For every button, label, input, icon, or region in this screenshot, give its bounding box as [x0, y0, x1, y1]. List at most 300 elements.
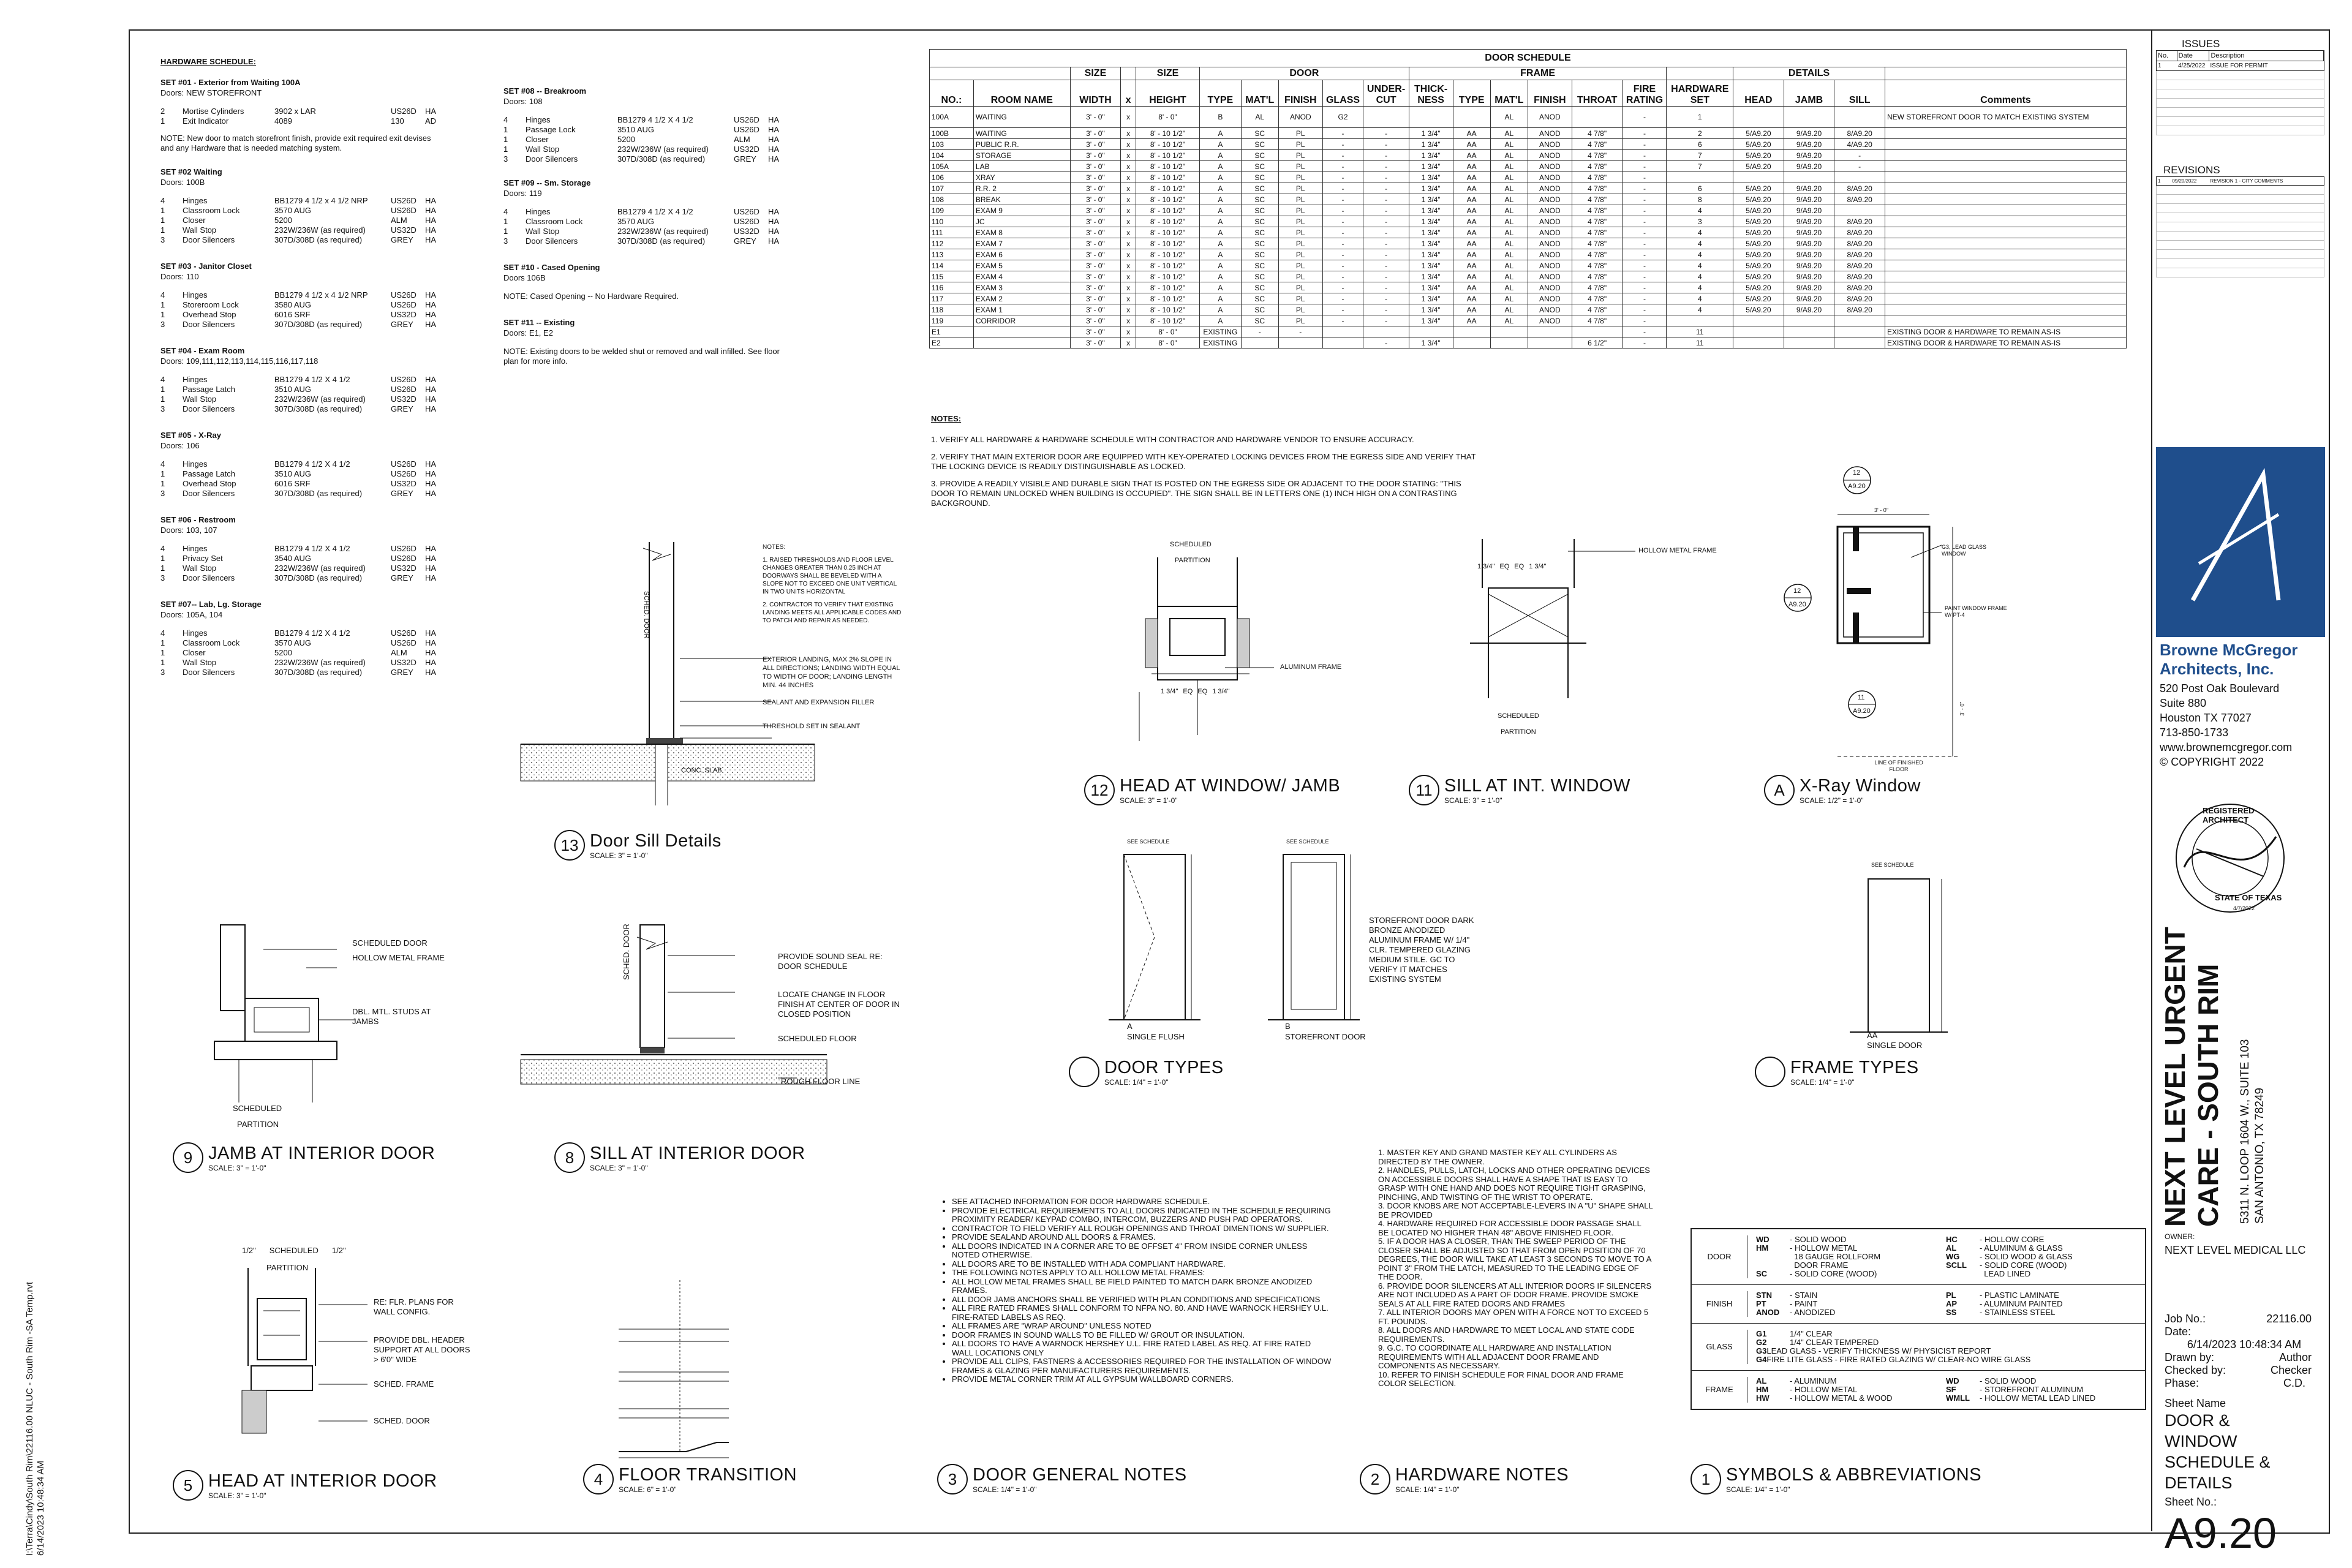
schedule-cell: -	[1363, 128, 1409, 139]
schedule-cell: 1 3/4"	[1409, 271, 1453, 282]
scheduled-label: SCHEDULED	[1170, 541, 1212, 548]
schedule-cell: x	[1121, 326, 1136, 337]
detail-12-scale: SCALE: 3" = 1'-0"	[1120, 796, 1178, 805]
symbol-code: HW	[1756, 1393, 1770, 1403]
schedule-cell: 1 3/4"	[1409, 205, 1453, 216]
hardware-item-finish: US26D	[391, 196, 417, 205]
schedule-cell	[1278, 337, 1322, 349]
revisions-empty-row	[2156, 213, 2324, 222]
hardware-item-qty: 3	[160, 404, 165, 413]
symbols-left	[1747, 1377, 1946, 1403]
schedule-header: HEIGHT	[1136, 80, 1199, 107]
general-note-item: • PROVIDE SEALAND AROUND ALL DOORS & FRAMES.	[952, 1233, 1332, 1242]
schedule-cell: A	[1200, 315, 1242, 326]
schedule-cell: 3' - 0"	[1070, 304, 1121, 315]
hardware-item-name: Door Silencers	[183, 320, 235, 329]
schedule-cell: 8/A9.20	[1834, 128, 1885, 139]
symbol-entry	[1756, 1338, 1946, 1347]
hardware-set	[160, 345, 491, 414]
schedule-cell: -	[1363, 161, 1409, 172]
symbol-entry	[1756, 1235, 1946, 1244]
schedule-cell: AL	[1490, 282, 1528, 293]
schedule-cell: 4 7/8"	[1572, 249, 1623, 260]
schedule-header: MAT'L	[1241, 80, 1278, 107]
sheet-name-label: Sheet Name	[2165, 1397, 2226, 1409]
schedule-cell: AA	[1453, 282, 1490, 293]
hardware-item-finish: US26D	[391, 554, 417, 563]
dim-row: 1 3/4" EQ EQ 1 3/4"	[1477, 563, 1547, 570]
hardware-item	[160, 375, 491, 385]
hardware-item-mfr: HA	[425, 196, 437, 205]
hardware-set-doors: Doors: 103, 107	[160, 526, 217, 535]
hardware-item	[160, 107, 491, 116]
schedule-cell	[1572, 107, 1623, 128]
schedule-cell: 1 3/4"	[1409, 315, 1453, 326]
symbol-entry	[1756, 1291, 1946, 1300]
schedule-cell: 3' - 0"	[1070, 271, 1121, 282]
schedule-cell: EXISTING	[1200, 326, 1242, 337]
hardware-item-mfr: HA	[425, 404, 437, 413]
detail-8-scale: SCALE: 3" = 1'-0"	[590, 1163, 648, 1172]
issues-cell: ISSUE FOR PERMIT	[2210, 62, 2268, 69]
schedule-cell: SC	[1241, 227, 1278, 238]
symbol-desc: LEAD LINED	[1980, 1269, 2031, 1278]
schedule-header: HEAD	[1733, 80, 1784, 107]
hardware-set-doors: Doors 106B	[503, 273, 546, 282]
schedule-cell: BREAK	[973, 194, 1070, 205]
detail-4-title: FLOOR TRANSITION	[619, 1464, 797, 1485]
schedule-cell: A	[1200, 260, 1242, 271]
schedule-cell: 4	[1667, 293, 1733, 304]
hardware-item-mfr: HA	[425, 375, 437, 384]
symbols-right	[1946, 1377, 2142, 1403]
schedule-cell: -	[1278, 326, 1322, 337]
detail-8-caption	[554, 1142, 805, 1173]
symbol-code: AL	[1756, 1376, 1767, 1385]
schedule-cell: 4 7/8"	[1572, 183, 1623, 194]
sched-door-label: SCHED. DOOR	[622, 924, 631, 980]
detail-2-scale: SCALE: 1/4" = 1'-0"	[1395, 1485, 1460, 1494]
schedule-header: Comments	[1885, 80, 2126, 107]
hardware-item	[160, 196, 491, 206]
symbols-row	[1692, 1284, 2145, 1323]
schedule-cell: 1 3/4"	[1409, 249, 1453, 260]
schedule-cell: PL	[1278, 238, 1322, 249]
schedule-cell	[1834, 326, 1885, 337]
schedule-cell: AA	[1453, 194, 1490, 205]
symbol-code: G3	[1756, 1346, 1767, 1355]
schedule-cell: EXAM 4	[973, 271, 1070, 282]
schedule-cell	[1528, 337, 1572, 349]
schedule-cell: 3' - 0"	[1070, 128, 1121, 139]
checked-row	[2165, 1364, 2324, 1377]
sheet-name-line: SCHEDULE &	[2165, 1453, 2271, 1471]
schedule-row	[930, 150, 2127, 161]
general-note-item: • THE FOLLOWING NOTES APPLY TO ALL HOLLOW METAL FRAMES:	[952, 1268, 1332, 1278]
hardware-item-finish: ALM	[391, 216, 407, 225]
schedule-cell	[1885, 282, 2126, 293]
schedule-cell: ANOD	[1528, 238, 1572, 249]
symbol-desc: 18 GAUGE ROLLFORM	[1790, 1252, 1881, 1261]
hardware-item	[160, 658, 491, 668]
detail-8-sill-interior	[521, 925, 913, 1182]
hardware-item-product: 307D/308D (as required)	[617, 154, 706, 164]
symbol-code: G4	[1756, 1355, 1767, 1364]
hardware-item-mfr: HA	[768, 125, 780, 134]
schedule-cell: -	[1363, 271, 1409, 282]
schedule-cell: STORAGE	[973, 150, 1070, 161]
schedule-cell: XRAY	[973, 172, 1070, 183]
symbol-code: HM	[1756, 1385, 1769, 1394]
schedule-cell: 9/A9.20	[1784, 150, 1834, 161]
hardware-item-mfr: HA	[425, 668, 437, 677]
bubble-bottom-num: 11	[1858, 694, 1865, 701]
schedule-cell: 1	[1667, 107, 1733, 128]
revisions-cell: 1	[2158, 178, 2161, 184]
revisions-cell: 09/20/2022	[2172, 178, 2197, 184]
schedule-cell: 3' - 0"	[1070, 315, 1121, 326]
hardware-item-qty: 1	[160, 648, 165, 657]
schedule-cell	[1667, 315, 1733, 326]
hardware-item-mfr: HA	[768, 154, 780, 164]
schedule-cell: 3' - 0"	[1070, 172, 1121, 183]
hardware-item-name: Hinges	[526, 115, 551, 124]
schedule-cell: 117	[930, 293, 974, 304]
schedule-cell: PL	[1278, 304, 1322, 315]
hardware-item	[503, 154, 834, 164]
schedule-cell: 8' - 10 1/2"	[1136, 315, 1199, 326]
issues-title: ISSUES	[2182, 38, 2220, 50]
schedule-cell	[1322, 337, 1363, 349]
general-notes	[931, 414, 1482, 516]
schedule-cell: PL	[1278, 205, 1322, 216]
lead-glass-label: G3, LEAD GLASS WINDOW	[1942, 544, 1987, 557]
date-value: 6/14/2023 10:48:34 AM	[2187, 1338, 2302, 1351]
hardware-item-finish: US26D	[391, 375, 417, 384]
schedule-cell: AL	[1490, 139, 1528, 150]
revisions-empty-row	[2156, 186, 2324, 195]
hardware-item-product: 3902 x LAR	[274, 107, 316, 116]
schedule-cell: 4	[1667, 249, 1733, 260]
project-name-line-2: CARE - SOUTH RIM	[2192, 963, 2224, 1227]
schedule-cell: AA	[1453, 293, 1490, 304]
hardware-set-doors: Doors: 105A, 104	[160, 610, 223, 619]
schedule-cell: AL	[1490, 293, 1528, 304]
symbol-desc: - HOLLOW CORE	[1980, 1235, 2045, 1244]
schedule-cell: 8' - 10 1/2"	[1136, 172, 1199, 183]
schedule-header: SILL	[1834, 80, 1885, 107]
schedule-cell: x	[1121, 205, 1136, 216]
schedule-group: FRAME	[1409, 67, 1667, 80]
detail-4-scale: SCALE: 6" = 1'-0"	[619, 1485, 677, 1494]
hardware-item-name: Closer	[183, 216, 206, 225]
schedule-cell	[1490, 326, 1528, 337]
schedule-cell: x	[1121, 216, 1136, 227]
hardware-notes-list	[1360, 1148, 1654, 1389]
schedule-cell: AL	[1490, 238, 1528, 249]
schedule-cell: AL	[1490, 172, 1528, 183]
schedule-cell: x	[1121, 238, 1136, 249]
schedule-cell: ANOD	[1528, 183, 1572, 194]
schedule-cell: 8/A9.20	[1834, 227, 1885, 238]
schedule-cell: AA	[1453, 205, 1490, 216]
hardware-item-name: Classroom Lock	[526, 217, 583, 226]
schedule-cell: AL	[1490, 304, 1528, 315]
schedule-cell: x	[1121, 282, 1136, 293]
schedule-cell: ANOD	[1528, 139, 1572, 150]
schedule-cell: 3' - 0"	[1070, 194, 1121, 205]
revisions-empty-row	[2156, 241, 2324, 250]
hardware-item-qty: 1	[503, 217, 508, 226]
schedule-cell: SC	[1241, 172, 1278, 183]
schedule-cell: 1 3/4"	[1409, 260, 1453, 271]
hardware-item	[503, 227, 834, 236]
door-sill-note: NOTES:	[763, 544, 786, 551]
hardware-item-product: 307D/308D (as required)	[274, 320, 363, 329]
hardware-item-name: Overhead Stop	[183, 479, 236, 488]
symbol-code: PL	[1946, 1291, 1956, 1300]
detail-a-bubble: A	[1764, 775, 1795, 805]
schedule-cell: -	[1322, 183, 1363, 194]
door-sill-notes	[763, 543, 903, 630]
schedule-cell: -	[1322, 205, 1363, 216]
hardware-item-product: 3510 AUG	[274, 385, 311, 394]
threshold-label: THRESHOLD SET IN SEALANT	[763, 723, 861, 730]
schedule-cell: -	[1363, 227, 1409, 238]
hardware-item-finish: US26D	[391, 638, 417, 647]
schedule-cell: 9/A9.20	[1784, 216, 1834, 227]
hardware-item-qty: 1	[160, 385, 165, 394]
schedule-cell: -	[1623, 216, 1667, 227]
schedule-cell: 4 7/8"	[1572, 238, 1623, 249]
schedule-row	[930, 216, 2127, 227]
schedule-cell	[1885, 260, 2126, 271]
schedule-cell: 8/A9.20	[1834, 194, 1885, 205]
hardware-set-doors: Doors: 106	[160, 441, 200, 450]
schedule-cell: -	[1623, 271, 1667, 282]
schedule-cell: -	[1241, 326, 1278, 337]
phase-label: Phase:	[2165, 1377, 2199, 1389]
hollow-metal-frame-label: HOLLOW METAL FRAME	[1638, 547, 1717, 554]
general-note-item: • ALL DOOR JAMB ANCHORS SHALL BE VERIFIED WITH PLAN CONDITIONS AND SPECIFICATIONS	[952, 1295, 1332, 1305]
detail-12-caption	[1084, 775, 1340, 805]
issues-empty-row	[2156, 99, 2324, 108]
schedule-cell: 9/A9.20	[1784, 293, 1834, 304]
hardware-item-finish: US32D	[391, 394, 417, 404]
schedule-cell: -	[1363, 238, 1409, 249]
width-dim: 3' - 0"	[1874, 507, 1888, 513]
schedule-cell: AA	[1453, 260, 1490, 271]
schedule-cell: 112	[930, 238, 974, 249]
schedule-cell: ANOD	[1528, 150, 1572, 161]
schedule-cell: AL	[1241, 107, 1278, 128]
symbol-desc: - PLASTIC LAMINATE	[1980, 1291, 2059, 1300]
schedule-cell: SC	[1241, 205, 1278, 216]
hardware-item-name: Wall Stop	[526, 145, 560, 154]
symbol-code: STN	[1756, 1291, 1772, 1300]
address-line: © COPYRIGHT 2022	[2160, 756, 2264, 768]
detail-5-title: HEAD AT INTERIOR DOOR	[208, 1471, 437, 1491]
bubble-bottom-ref: A9.20	[1853, 707, 1871, 715]
schedule-cell: 1 3/4"	[1409, 337, 1453, 349]
detail-11-title: SILL AT INT. WINDOW	[1444, 775, 1630, 796]
detail-4-bubble: 4	[583, 1464, 614, 1494]
detail-9-bubble: 9	[173, 1142, 203, 1173]
symbol-entry	[1946, 1300, 2142, 1308]
sheet-number: A9.20	[2165, 1509, 2277, 1557]
issues-empty-row	[2156, 108, 2324, 117]
hardware-item-qty: 3	[160, 235, 165, 244]
hardware-note-item: 4. HARDWARE REQUIRED FOR ACCESSIBLE DOOR PASSAGE SHALL BE LOCATED NO HIGHER THAN 48" ABOVE FINISHED FLOOR.	[1378, 1219, 1642, 1237]
schedule-cell: 3' - 0"	[1070, 216, 1121, 227]
schedule-header: x	[1121, 80, 1136, 107]
schedule-cell: EXAM 1	[973, 304, 1070, 315]
hardware-item-qty: 4	[160, 375, 165, 384]
schedule-cell: 5/A9.20	[1733, 150, 1784, 161]
symbol-desc: - SOLID WOOD	[1980, 1376, 2037, 1385]
hardware-item-name: Hinges	[183, 628, 208, 638]
schedule-cell	[1834, 107, 1885, 128]
schedule-cell: 9/A9.20	[1784, 304, 1834, 315]
symbol-entry	[1946, 1385, 2142, 1394]
issues-empty-row	[2156, 126, 2324, 135]
schedule-cell: 1 3/4"	[1409, 172, 1453, 183]
detail-5-head-interior	[172, 1243, 502, 1513]
schedule-cell: 110	[930, 216, 974, 227]
schedule-cell: AL	[1490, 194, 1528, 205]
seal-text-bottom: STATE OF TEXAS	[2215, 893, 2282, 902]
schedule-cell: ANOD	[1528, 315, 1572, 326]
hardware-item-product: BB1279 4 1/2 x 4 1/2 NRP	[274, 290, 368, 300]
general-note-item: • ALL FIRE RATED FRAMES SHALL CONFORM TO NFPA NO. 80. AND HAVE WARNOCK HERSHEY U.L. FIRE-RATED LABELS AS REQ.	[952, 1304, 1332, 1322]
schedule-cell: 8' - 10 1/2"	[1136, 238, 1199, 249]
detail-8-title: SILL AT INTERIOR DOOR	[590, 1143, 805, 1163]
detail-5-caption	[173, 1470, 437, 1501]
general-note-item: • SEE ATTACHED INFORMATION FOR DOOR HARDWARE SCHEDULE.	[952, 1197, 1332, 1207]
schedule-cell	[1784, 172, 1834, 183]
hardware-set-name: SET #03 - Janitor Closet	[160, 262, 252, 271]
schedule-cell: 9/A9.20	[1784, 139, 1834, 150]
schedule-cell: 4 7/8"	[1572, 227, 1623, 238]
schedule-cell: SC	[1241, 238, 1278, 249]
schedule-cell: x	[1121, 249, 1136, 260]
issues-empty-row	[2156, 71, 2324, 80]
detail-3-title: DOOR GENERAL NOTES	[973, 1464, 1187, 1485]
hardware-item-name: Passage Latch	[183, 469, 236, 478]
schedule-cell: A	[1200, 161, 1242, 172]
hardware-item-finish: US26D	[391, 544, 417, 553]
schedule-cell: SC	[1241, 128, 1278, 139]
schedule-cell: -	[1363, 282, 1409, 293]
schedule-cell: A	[1200, 205, 1242, 216]
schedule-cell: AL	[1490, 227, 1528, 238]
schedule-row	[930, 315, 2127, 326]
schedule-cell: ANOD	[1278, 107, 1322, 128]
hardware-item	[160, 479, 491, 489]
hardware-item-name: Door Silencers	[183, 404, 235, 413]
schedule-cell: 3' - 0"	[1070, 205, 1121, 216]
hardware-item-finish: US26D	[391, 107, 417, 116]
hardware-item-mfr: HA	[768, 227, 780, 236]
schedule-cell: 109	[930, 205, 974, 216]
address-line: www.brownemcgregor.com	[2160, 741, 2293, 753]
schedule-cell: x	[1121, 315, 1136, 326]
hardware-item-name: Hinges	[183, 544, 208, 553]
detail-13-door-sill	[521, 536, 913, 867]
project-name	[2158, 927, 2225, 1227]
detail-5-bubble: 5	[173, 1470, 203, 1501]
schedule-cell: 3' - 0"	[1070, 293, 1121, 304]
schedule-cell: x	[1121, 260, 1136, 271]
general-notes-list	[937, 1197, 1332, 1384]
schedule-cell: AL	[1490, 161, 1528, 172]
schedule-cell	[1733, 315, 1784, 326]
owner-label: OWNER:	[2165, 1232, 2195, 1241]
schedule-cell: 8' - 10 1/2"	[1136, 150, 1199, 161]
schedule-cell: -	[1623, 128, 1667, 139]
flr-plans-label: RE: FLR. PLANS FOR WALL CONFIG.	[374, 1297, 454, 1316]
schedule-cell: ANOD	[1528, 282, 1572, 293]
schedule-cell: 3' - 0"	[1070, 238, 1121, 249]
type-a-desc: SINGLE FLUSH	[1127, 1032, 1185, 1041]
schedule-cell: 1 3/4"	[1409, 194, 1453, 205]
schedule-cell: 8/A9.20	[1834, 304, 1885, 315]
schedule-cell: 1 3/4"	[1409, 293, 1453, 304]
schedule-cell: 8' - 10 1/2"	[1136, 304, 1199, 315]
schedule-cell: 8' - 10 1/2"	[1136, 282, 1199, 293]
schedule-cell: AA	[1453, 227, 1490, 238]
schedule-cell: 8/A9.20	[1834, 293, 1885, 304]
detail-a-scale: SCALE: 1/2" = 1'-0"	[1800, 796, 1864, 805]
symbol-entry	[1756, 1330, 1946, 1338]
hardware-item-product: 3580 AUG	[274, 300, 311, 309]
hardware-item-product: 307D/308D (as required)	[274, 668, 363, 677]
hardware-set	[503, 178, 834, 246]
detail-3-caption	[937, 1464, 1187, 1494]
schedule-cell: -	[1322, 282, 1363, 293]
height-dim: 3' - 0"	[1959, 701, 1966, 716]
hardware-item-mfr: HA	[425, 628, 437, 638]
symbol-entry	[1946, 1377, 2142, 1385]
symbol-entry	[1946, 1394, 2142, 1403]
hardware-item-finish: US32D	[734, 145, 760, 154]
hardware-item-product: 232W/236W (as required)	[274, 564, 366, 573]
door-sill-note: 1. RAISED THRESHOLDS AND FLOOR LEVEL CHANGES GREATER THAN 0.25 INCH AT DOORWAYS SHALL BE BEVELED WITH A SLOPE NOT TO EXCEED ONE UNIT VERTICAL IN TWO UNITS HORIZONTAL	[763, 557, 897, 595]
scheduled-floor-label: SCHEDULED FLOOR	[778, 1034, 857, 1043]
hardware-item-name: Exit Indicator	[183, 116, 229, 126]
symbols-category: FINISH	[1692, 1291, 1747, 1317]
detail-2-hardware-notes	[1360, 1148, 1678, 1513]
hardware-item-finish: US26D	[391, 206, 417, 215]
symbol-code	[1946, 1270, 1980, 1278]
file-path-line: I:\Terra\Cindy\South Rim\22116.00 NLUC - South Rim -SA Temp.rvt	[24, 1281, 35, 1556]
detail-2-bubble: 2	[1360, 1464, 1390, 1494]
hardware-item-mfr: HA	[768, 236, 780, 246]
hardware-item-product: 5200	[274, 216, 292, 225]
hardware-item-product: 232W/236W (as required)	[617, 145, 709, 154]
schedule-cell: -	[1363, 293, 1409, 304]
hardware-item-mfr: HA	[425, 544, 437, 553]
schedule-cell: ANOD	[1528, 161, 1572, 172]
schedule-cell	[1784, 107, 1834, 128]
hardware-item-finish: US26D	[734, 125, 760, 134]
hardware-item	[160, 668, 491, 677]
hardware-item-product: BB1279 4 1/2 X 4 1/2	[274, 544, 350, 553]
schedule-cell	[1885, 205, 2126, 216]
jamb-drawing	[172, 925, 502, 1127]
schedule-cell: -	[1322, 161, 1363, 172]
schedule-cell: 8/A9.20	[1834, 260, 1885, 271]
